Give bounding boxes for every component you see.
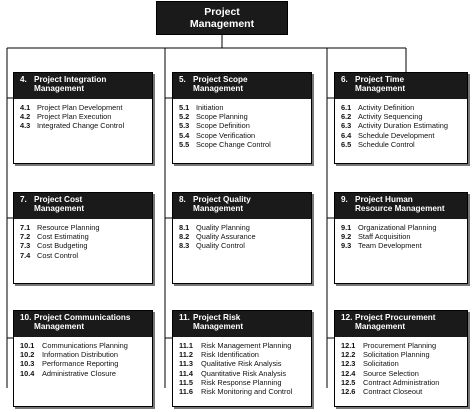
process-number: 11.4 xyxy=(179,368,193,378)
process-name: Team Development xyxy=(358,241,422,251)
process-name: Administrative Closure xyxy=(42,368,116,378)
process-name: Activity Definition xyxy=(358,103,415,112)
process-name: Project Plan Execution xyxy=(37,112,112,122)
process-item xyxy=(341,121,465,130)
process-item xyxy=(20,350,150,359)
process-item xyxy=(20,223,150,232)
box-number: 4. xyxy=(20,75,27,84)
process-number: 10.3 xyxy=(20,359,35,369)
process-name: Performance Reporting xyxy=(42,359,119,369)
process-number: 4.2 xyxy=(20,112,31,122)
box-title-line1: Project Communications xyxy=(34,313,131,322)
process-item xyxy=(179,131,309,140)
process-item xyxy=(341,341,465,350)
box-number: 10. xyxy=(20,313,32,322)
process-item xyxy=(179,140,309,149)
process-name: Qualitative Risk Analysis xyxy=(201,359,282,369)
knowledge-area-box xyxy=(172,72,312,164)
process-number: 6.3 xyxy=(341,121,352,131)
process-name: Scope Planning xyxy=(196,112,248,122)
process-item xyxy=(20,369,150,378)
process-number: 5.5 xyxy=(179,139,190,149)
box-header xyxy=(173,193,311,219)
box-number: 6. xyxy=(341,75,348,84)
box-number: 5. xyxy=(179,75,186,84)
box-header xyxy=(14,73,152,99)
process-name: Quantitative Risk Analysis xyxy=(201,368,287,378)
process-name: Staff Acquisition xyxy=(358,232,411,242)
process-name: Risk Management Planning xyxy=(201,341,292,350)
process-item xyxy=(341,241,465,250)
process-number: 6.2 xyxy=(341,112,352,122)
process-number: 7.4 xyxy=(20,250,31,260)
box-title-line1: Project Human xyxy=(355,195,413,204)
box-header xyxy=(335,73,467,99)
process-name: Contract Closeout xyxy=(363,387,423,397)
process-number: 6.5 xyxy=(341,139,352,149)
box-number: 12. xyxy=(341,313,353,322)
process-name: Quality Planning xyxy=(196,223,250,232)
process-number: 11.3 xyxy=(179,359,193,369)
process-number: 4.1 xyxy=(20,103,31,112)
root-project-management xyxy=(156,1,288,35)
box-header xyxy=(335,311,467,337)
process-number: 10.4 xyxy=(20,368,35,378)
process-item xyxy=(341,223,465,232)
box-title-line1: Project Cost xyxy=(34,195,83,204)
process-item xyxy=(341,131,465,140)
process-number: 7.3 xyxy=(20,241,31,251)
box-title-line1: Project Quality xyxy=(193,195,251,204)
box-title-line1: Project Time xyxy=(355,75,404,84)
process-item xyxy=(179,223,309,232)
root-title-line1: Project xyxy=(204,6,240,18)
process-item xyxy=(179,341,309,350)
process-name: Scope Change Control xyxy=(196,139,271,149)
box-number: 9. xyxy=(341,195,348,204)
process-number: 12.6 xyxy=(341,387,356,397)
process-item xyxy=(20,241,150,250)
process-number: 11.6 xyxy=(179,387,193,397)
box-header xyxy=(335,193,467,219)
process-item xyxy=(341,369,465,378)
box-header xyxy=(14,193,152,219)
process-number: 11.1 xyxy=(179,341,193,350)
process-number: 5.4 xyxy=(179,130,190,140)
knowledge-area-box xyxy=(334,310,468,407)
process-name: Schedule Control xyxy=(358,139,415,149)
process-name: Cost Control xyxy=(37,250,79,260)
process-name: Quality Assurance xyxy=(196,232,256,242)
box-title-line1: Project Procurement xyxy=(355,313,436,322)
process-item xyxy=(20,251,150,260)
knowledge-area-box xyxy=(334,72,468,164)
process-number: 9.2 xyxy=(341,232,352,242)
knowledge-area-box xyxy=(13,192,153,284)
process-item xyxy=(179,369,309,378)
root-title-line2: Management xyxy=(189,18,255,30)
process-number: 7.1 xyxy=(20,223,31,232)
process-list xyxy=(14,219,152,260)
process-name: Contract Administration xyxy=(363,377,440,387)
knowledge-area-box xyxy=(172,310,312,407)
process-list xyxy=(335,99,467,149)
box-title-line2: Management xyxy=(34,322,85,332)
box-title-line2: Management xyxy=(193,322,244,332)
process-list xyxy=(335,219,467,251)
process-number: 12.2 xyxy=(341,350,356,360)
process-list xyxy=(14,337,152,378)
process-number: 10.2 xyxy=(20,350,35,360)
process-list xyxy=(173,99,311,149)
process-item xyxy=(20,121,150,130)
process-item xyxy=(341,112,465,121)
process-name: Project Plan Development xyxy=(37,103,123,112)
process-name: Solicitation Planning xyxy=(363,350,430,360)
process-number: 8.1 xyxy=(179,223,190,232)
knowledge-area-box xyxy=(13,310,153,407)
process-item xyxy=(179,359,309,368)
box-header xyxy=(14,311,152,337)
process-number: 8.3 xyxy=(179,241,190,251)
process-name: Resource Planning xyxy=(37,223,100,232)
box-title-line2: Management xyxy=(193,84,244,94)
process-item xyxy=(20,359,150,368)
process-name: Communications Planning xyxy=(42,341,128,350)
process-name: Scope Definition xyxy=(196,121,250,131)
process-item xyxy=(341,378,465,387)
process-list xyxy=(335,337,467,396)
box-title-line1: Project Risk xyxy=(193,313,241,322)
process-name: Procurement Planning xyxy=(363,341,437,350)
process-item xyxy=(341,140,465,149)
box-number: 11. xyxy=(179,313,190,322)
process-name: Quality Control xyxy=(196,241,245,251)
process-number: 7.2 xyxy=(20,232,31,242)
process-name: Risk Monitoring and Control xyxy=(201,387,293,397)
process-number: 8.2 xyxy=(179,232,190,242)
process-item xyxy=(179,121,309,130)
process-item xyxy=(20,341,150,350)
box-title-line2: Management xyxy=(34,84,85,94)
knowledge-area-box xyxy=(334,192,468,284)
process-name: Source Selection xyxy=(363,368,419,378)
process-number: 12.5 xyxy=(341,377,356,387)
box-title-line2: Management xyxy=(355,84,406,94)
process-number: 9.3 xyxy=(341,241,352,251)
process-name: Organizational Planning xyxy=(358,223,437,232)
process-list xyxy=(173,337,311,396)
process-item xyxy=(179,350,309,359)
process-item xyxy=(341,387,465,396)
process-name: Initiation xyxy=(196,103,224,112)
process-number: 5.2 xyxy=(179,112,190,122)
process-item xyxy=(20,232,150,241)
process-item xyxy=(179,112,309,121)
process-item xyxy=(179,387,309,396)
process-list xyxy=(173,219,311,251)
process-number: 11.2 xyxy=(179,350,193,360)
process-name: Risk Identification xyxy=(201,350,259,360)
process-item xyxy=(341,350,465,359)
process-item xyxy=(341,232,465,241)
process-number: 12.4 xyxy=(341,368,356,378)
process-list xyxy=(14,99,152,131)
process-name: Cost Budgeting xyxy=(37,241,88,251)
box-header xyxy=(173,73,311,99)
box-title-line1: Project Scope xyxy=(193,75,248,84)
box-title-line2: Resource Management xyxy=(355,204,445,214)
knowledge-area-box xyxy=(13,72,153,164)
process-number: 10.1 xyxy=(20,341,35,350)
knowledge-area-box xyxy=(172,192,312,284)
process-name: Activity Sequencing xyxy=(358,112,423,122)
process-name: Cost Estimating xyxy=(37,232,89,242)
process-item xyxy=(179,378,309,387)
process-name: Activity Duration Estimating xyxy=(358,121,448,131)
process-name: Schedule Development xyxy=(358,130,435,140)
process-number: 5.1 xyxy=(179,103,190,112)
process-name: Scope Verification xyxy=(196,130,256,140)
process-item xyxy=(179,241,309,250)
process-item xyxy=(341,103,465,112)
process-name: Information Distribution xyxy=(42,350,118,360)
process-item xyxy=(179,103,309,112)
process-name: Integrated Change Control xyxy=(37,121,125,131)
box-title-line1: Project Integration xyxy=(34,75,107,84)
box-title-line2: Management xyxy=(34,204,85,214)
box-title-line2: Management xyxy=(355,322,406,332)
process-name: Risk Response Planning xyxy=(201,377,282,387)
process-number: 5.3 xyxy=(179,121,190,131)
process-item xyxy=(20,112,150,121)
box-header xyxy=(173,311,311,337)
process-item xyxy=(341,359,465,368)
process-number: 6.4 xyxy=(341,130,352,140)
box-number: 7. xyxy=(20,195,27,204)
process-number: 12.3 xyxy=(341,359,356,369)
process-name: Solicitation xyxy=(363,359,399,369)
process-number: 4.3 xyxy=(20,121,31,131)
process-number: 6.1 xyxy=(341,103,352,112)
process-number: 9.1 xyxy=(341,223,352,232)
box-title-line2: Management xyxy=(193,204,244,214)
process-number: 11.5 xyxy=(179,377,193,387)
process-item xyxy=(20,103,150,112)
process-number: 12.1 xyxy=(341,341,356,350)
process-item xyxy=(179,232,309,241)
box-number: 8. xyxy=(179,195,186,204)
